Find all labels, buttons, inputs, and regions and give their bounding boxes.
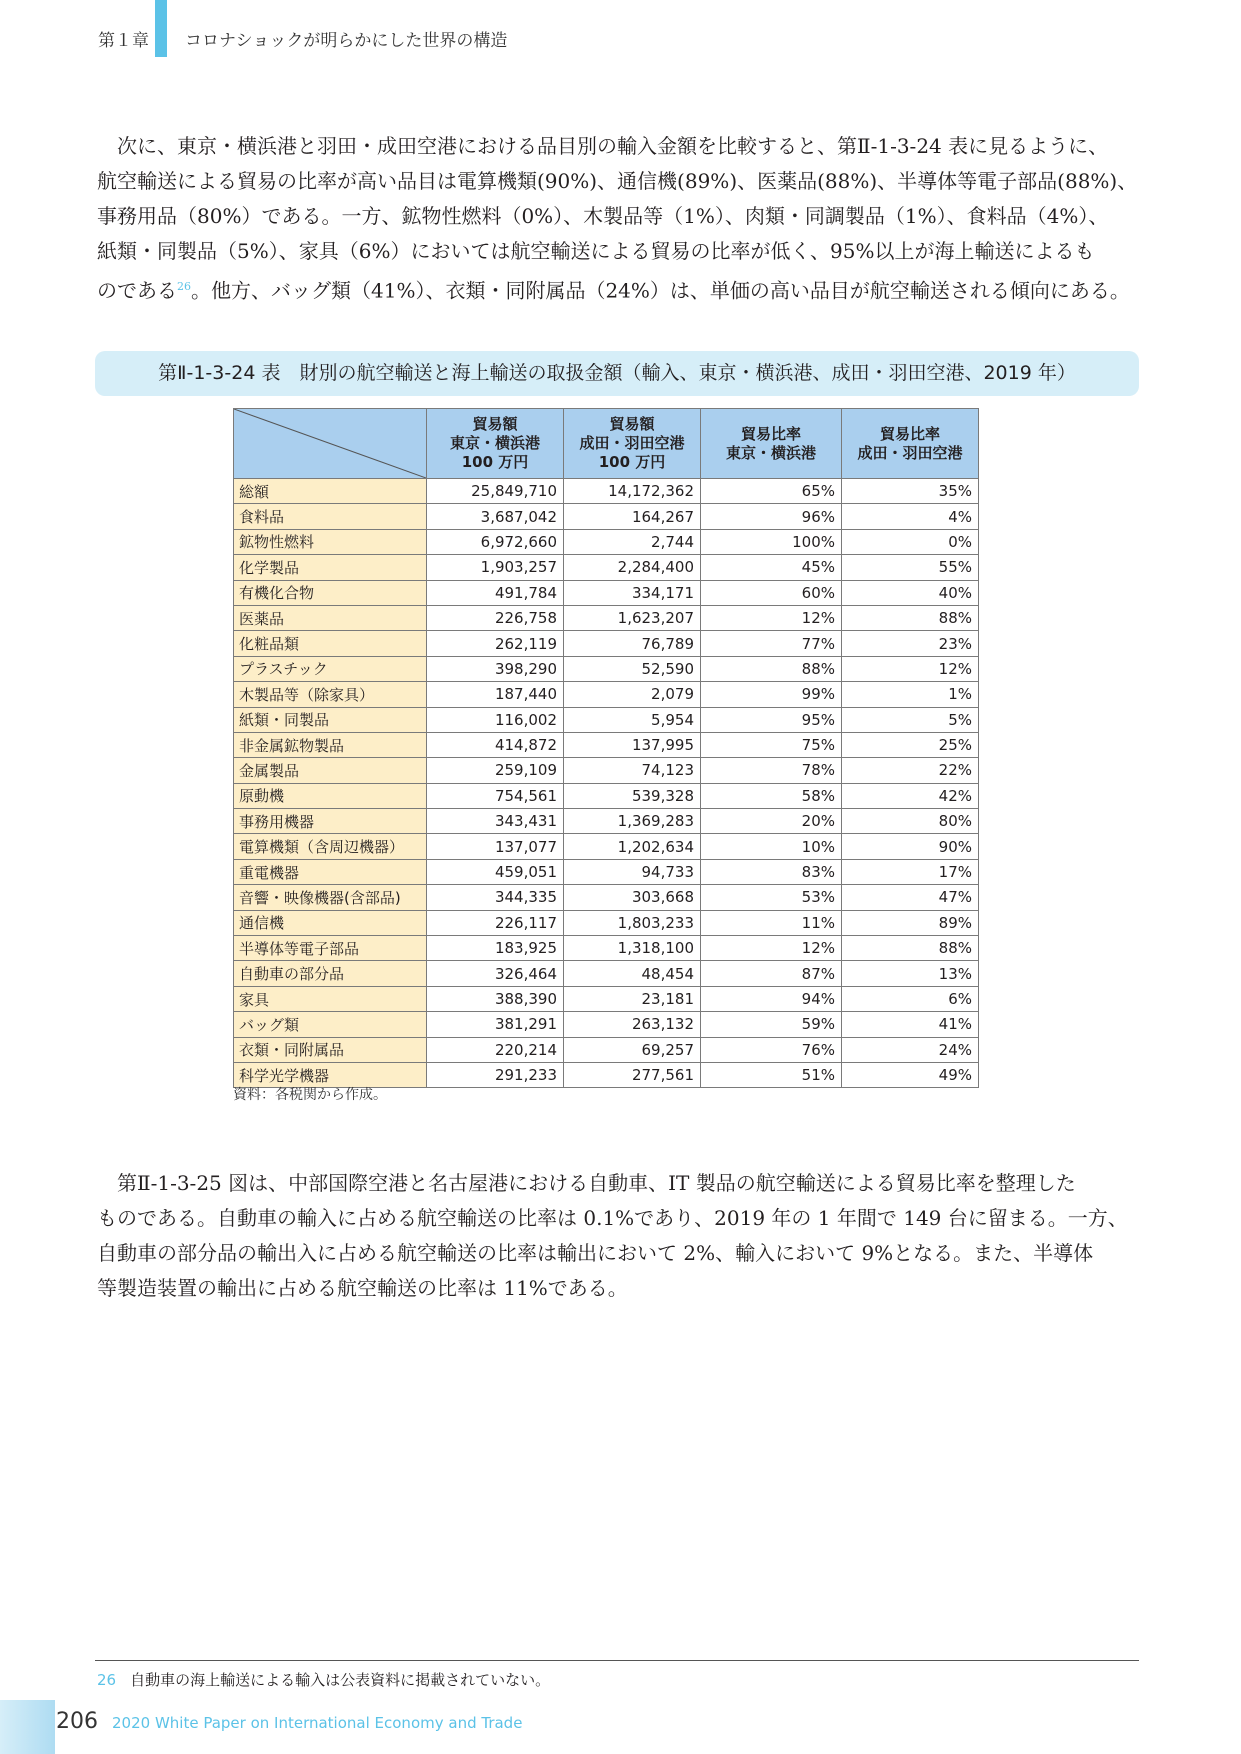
table-row <box>234 1037 979 1062</box>
tokyo-yokohama-ratio-cell: 59% <box>701 1012 842 1037</box>
narita-haneda-ratio-cell: 90% <box>842 834 979 859</box>
table-row <box>234 656 979 681</box>
row-label-cell: 木製品等（除家具） <box>234 682 427 707</box>
table-row <box>234 631 979 656</box>
row-label-cell: 化学製品 <box>234 555 427 580</box>
header-line: 貿易比率 <box>740 424 801 443</box>
tokyo-yokohama-amount-cell: 491,784 <box>427 580 564 605</box>
table-caption: 第Ⅱ-1-3-24 表 財別の航空輸送と海上輸送の取扱金額（輸入、東京・横浜港、成田・羽田空港、2019 年） <box>158 362 1076 384</box>
tokyo-yokohama-amount-cell: 6,972,660 <box>427 529 564 554</box>
row-label-cell: プラスチック <box>234 656 427 681</box>
table-body <box>234 479 979 1088</box>
tokyo-yokohama-amount-cell: 116,002 <box>427 707 564 732</box>
header-line: 貿易額 <box>472 415 518 433</box>
narita-haneda-amount-cell: 48,454 <box>564 961 701 986</box>
tokyo-yokohama-ratio-cell: 88% <box>701 656 842 681</box>
narita-haneda-amount-cell: 2,744 <box>564 529 701 554</box>
narita-haneda-amount-cell: 334,171 <box>564 580 701 605</box>
tokyo-yokohama-ratio-cell: 12% <box>701 936 842 961</box>
table-row <box>234 732 979 757</box>
narita-haneda-amount-cell: 52,590 <box>564 656 701 681</box>
table-source: 資料：各税関から作成。 <box>233 1087 387 1103</box>
narita-haneda-amount-cell: 69,257 <box>564 1037 701 1062</box>
narita-haneda-ratio-cell: 80% <box>842 809 979 834</box>
table-caption-box <box>95 351 1139 396</box>
chapter-title: コロナショックが明らかにした世界の構造 <box>185 31 508 51</box>
narita-haneda-amount-cell: 5,954 <box>564 707 701 732</box>
tokyo-yokohama-amount-cell: 754,561 <box>427 783 564 808</box>
tokyo-yokohama-ratio-cell: 100% <box>701 529 842 554</box>
row-label-cell: 半導体等電子部品 <box>234 936 427 961</box>
tokyo-yokohama-amount-cell: 398,290 <box>427 656 564 681</box>
paragraph-text: のである <box>97 278 177 303</box>
tokyo-yokohama-ratio-cell: 51% <box>701 1062 842 1087</box>
tokyo-yokohama-ratio-cell: 65% <box>701 479 842 504</box>
narita-haneda-amount-cell: 2,284,400 <box>564 555 701 580</box>
tokyo-yokohama-ratio-cell: 78% <box>701 758 842 783</box>
narita-haneda-amount-cell: 539,328 <box>564 783 701 808</box>
header-line: 100 万円 <box>598 453 666 471</box>
header-line: 貿易額 <box>609 415 655 433</box>
footnote-text: 自動車の海上輸送による輸入は公表資料に掲載されていない。 <box>130 1671 551 1689</box>
table-row <box>234 986 979 1011</box>
tokyo-yokohama-ratio-cell: 10% <box>701 834 842 859</box>
narita-haneda-ratio-cell: 35% <box>842 479 979 504</box>
narita-haneda-ratio-cell: 5% <box>842 707 979 732</box>
row-label-cell: 化粧品類 <box>234 631 427 656</box>
paragraph-line: 航空輸送による貿易の比率が高い品目は電算機類(90%)、通信機(89%)、医薬品(88%)、半導体等電子部品(88%)、 <box>97 169 1138 193</box>
tokyo-yokohama-amount-cell: 343,431 <box>427 809 564 834</box>
tokyo-yokohama-ratio-cell: 99% <box>701 682 842 707</box>
narita-haneda-amount-cell: 1,202,634 <box>564 834 701 859</box>
paragraph-line: 等製造装置の輸出に占める航空輸送の比率は 11%である。 <box>97 1276 628 1300</box>
page-number: 206 <box>56 1709 98 1734</box>
row-label-cell: 医薬品 <box>234 605 427 630</box>
header-corner-cell <box>234 409 427 479</box>
tokyo-yokohama-ratio-cell: 94% <box>701 986 842 1011</box>
narita-haneda-amount-cell: 74,123 <box>564 758 701 783</box>
narita-haneda-amount-cell: 1,369,283 <box>564 809 701 834</box>
paragraph-line: 事務用品（80%）である。一方、鉱物性燃料（0%）、木製品等（1%）、肉類・同調製品（1%）、食料品（4%）、 <box>97 204 1109 228</box>
header-line: 成田・羽田空港 <box>579 434 685 452</box>
table-row <box>234 885 979 910</box>
footnote <box>97 1669 550 1690</box>
narita-haneda-ratio-cell: 42% <box>842 783 979 808</box>
narita-haneda-ratio-cell: 4% <box>842 504 979 529</box>
tokyo-yokohama-ratio-cell: 96% <box>701 504 842 529</box>
table-row <box>234 834 979 859</box>
header-narita-haneda-amount <box>564 409 701 479</box>
table-row <box>234 910 979 935</box>
header-tokyo-yokohama-amount <box>427 409 564 479</box>
table-row <box>234 936 979 961</box>
narita-haneda-amount-cell: 14,172,362 <box>564 479 701 504</box>
narita-haneda-ratio-cell: 40% <box>842 580 979 605</box>
header-line: 貿易比率 <box>879 424 940 443</box>
paragraph-text: 。他方、バッグ類（41%）、衣類・同附属品（24%）は、単価の高い品目が航空輸送される傾向にある。 <box>191 278 1130 303</box>
table-row <box>234 758 979 783</box>
tokyo-yokohama-amount-cell: 220,214 <box>427 1037 564 1062</box>
narita-haneda-ratio-cell: 13% <box>842 961 979 986</box>
row-label-cell: 電算機類（含周辺機器） <box>234 834 427 859</box>
row-label-cell: 自動車の部分品 <box>234 961 427 986</box>
narita-haneda-ratio-cell: 12% <box>842 656 979 681</box>
tokyo-yokohama-ratio-cell: 83% <box>701 859 842 884</box>
row-label-cell: 重電機器 <box>234 859 427 884</box>
narita-haneda-amount-cell: 94,733 <box>564 859 701 884</box>
narita-haneda-amount-cell: 1,623,207 <box>564 605 701 630</box>
narita-haneda-amount-cell: 1,803,233 <box>564 910 701 935</box>
table-row <box>234 961 979 986</box>
paragraph-line: 自動車の部分品の輸出入に占める航空輸送の比率は輸出において 2%、輸入において 9%となる。また、半導体 <box>97 1241 1094 1265</box>
row-label-cell: 食料品 <box>234 504 427 529</box>
table-row <box>234 555 979 580</box>
narita-haneda-ratio-cell: 41% <box>842 1012 979 1037</box>
tokyo-yokohama-amount-cell: 344,335 <box>427 885 564 910</box>
tokyo-yokohama-amount-cell: 259,109 <box>427 758 564 783</box>
tokyo-yokohama-amount-cell: 137,077 <box>427 834 564 859</box>
table-row <box>234 529 979 554</box>
paragraph-line: 第Ⅱ-1-3-25 図は、中部国際空港と名古屋港における自動車、IT 製品の航空輸送による貿易比率を整理した <box>117 1171 1076 1195</box>
narita-haneda-ratio-cell: 22% <box>842 758 979 783</box>
page-number-band <box>0 1700 55 1754</box>
narita-haneda-amount-cell: 303,668 <box>564 885 701 910</box>
table-row <box>234 1012 979 1037</box>
body-paragraph-1 <box>97 129 1142 309</box>
page-header <box>0 0 1241 80</box>
narita-haneda-ratio-cell: 1% <box>842 682 979 707</box>
narita-haneda-amount-cell: 263,132 <box>564 1012 701 1037</box>
row-label-cell: 総額 <box>234 479 427 504</box>
tokyo-yokohama-amount-cell: 388,390 <box>427 986 564 1011</box>
header-accent-bar <box>155 0 167 57</box>
narita-haneda-ratio-cell: 88% <box>842 605 979 630</box>
narita-haneda-amount-cell: 23,181 <box>564 986 701 1011</box>
trade-table <box>233 408 979 1088</box>
tokyo-yokohama-ratio-cell: 45% <box>701 555 842 580</box>
table-row <box>234 809 979 834</box>
paragraph-line: 紙類・同製品（5%）、家具（6%）においては航空輸送による貿易の比率が低く、95%以上が海上輸送によるも <box>97 239 1095 263</box>
tokyo-yokohama-ratio-cell: 60% <box>701 580 842 605</box>
row-label-cell: 科学光学機器 <box>234 1062 427 1087</box>
narita-haneda-ratio-cell: 47% <box>842 885 979 910</box>
header-tokyo-yokohama-ratio <box>701 409 842 479</box>
diagonal-line <box>234 409 426 478</box>
tokyo-yokohama-ratio-cell: 75% <box>701 732 842 757</box>
tokyo-yokohama-ratio-cell: 77% <box>701 631 842 656</box>
row-label-cell: 通信機 <box>234 910 427 935</box>
book-title: 2020 White Paper on International Economy and Trade <box>112 1714 523 1732</box>
narita-haneda-ratio-cell: 55% <box>842 555 979 580</box>
narita-haneda-ratio-cell: 17% <box>842 859 979 884</box>
tokyo-yokohama-amount-cell: 326,464 <box>427 961 564 986</box>
footnote-reference[interactable]: 26 <box>177 280 191 293</box>
body-paragraph-2 <box>97 1166 1142 1306</box>
paragraph-line <box>97 269 1142 309</box>
narita-haneda-ratio-cell: 49% <box>842 1062 979 1087</box>
tokyo-yokohama-amount-cell: 1,903,257 <box>427 555 564 580</box>
tokyo-yokohama-amount-cell: 226,758 <box>427 605 564 630</box>
tokyo-yokohama-amount-cell: 183,925 <box>427 936 564 961</box>
tokyo-yokohama-ratio-cell: 20% <box>701 809 842 834</box>
tokyo-yokohama-amount-cell: 25,849,710 <box>427 479 564 504</box>
row-label-cell: 衣類・同附属品 <box>234 1037 427 1062</box>
tokyo-yokohama-amount-cell: 381,291 <box>427 1012 564 1037</box>
narita-haneda-ratio-cell: 23% <box>842 631 979 656</box>
footnote-number: 26 <box>97 1671 117 1689</box>
tokyo-yokohama-ratio-cell: 53% <box>701 885 842 910</box>
row-label-cell: 事務用機器 <box>234 809 427 834</box>
tokyo-yokohama-ratio-cell: 12% <box>701 605 842 630</box>
tokyo-yokohama-ratio-cell: 11% <box>701 910 842 935</box>
narita-haneda-ratio-cell: 0% <box>842 529 979 554</box>
row-label-cell: 紙類・同製品 <box>234 707 427 732</box>
row-label-cell: 金属製品 <box>234 758 427 783</box>
tokyo-yokohama-amount-cell: 3,687,042 <box>427 504 564 529</box>
narita-haneda-ratio-cell: 25% <box>842 732 979 757</box>
tokyo-yokohama-ratio-cell: 95% <box>701 707 842 732</box>
table-row <box>234 783 979 808</box>
table-row <box>234 682 979 707</box>
tokyo-yokohama-amount-cell: 226,117 <box>427 910 564 935</box>
narita-haneda-ratio-cell: 89% <box>842 910 979 935</box>
narita-haneda-ratio-cell: 88% <box>842 936 979 961</box>
row-label-cell: バッグ類 <box>234 1012 427 1037</box>
table-row <box>234 707 979 732</box>
tokyo-yokohama-ratio-cell: 87% <box>701 961 842 986</box>
chapter-label: 第１章 <box>98 31 149 51</box>
table-header-row <box>234 409 979 479</box>
header-line: 100 万円 <box>461 453 529 471</box>
narita-haneda-amount-cell: 277,561 <box>564 1062 701 1087</box>
row-label-cell: 家具 <box>234 986 427 1011</box>
tokyo-yokohama-amount-cell: 291,233 <box>427 1062 564 1087</box>
table-row <box>234 504 979 529</box>
row-label-cell: 原動機 <box>234 783 427 808</box>
footnote-divider <box>95 1660 1139 1661</box>
row-label-cell: 音響・映像機器(含部品) <box>234 885 427 910</box>
narita-haneda-ratio-cell: 24% <box>842 1037 979 1062</box>
table-row <box>234 479 979 504</box>
header-line: 成田・羽田空港 <box>857 443 963 462</box>
narita-haneda-amount-cell: 1,318,100 <box>564 936 701 961</box>
row-label-cell: 有機化合物 <box>234 580 427 605</box>
narita-haneda-amount-cell: 164,267 <box>564 504 701 529</box>
tokyo-yokohama-amount-cell: 414,872 <box>427 732 564 757</box>
narita-haneda-amount-cell: 76,789 <box>564 631 701 656</box>
table-row <box>234 605 979 630</box>
header-line: 東京・横浜港 <box>449 434 540 452</box>
header-narita-haneda-ratio <box>842 409 979 479</box>
narita-haneda-amount-cell: 137,995 <box>564 732 701 757</box>
narita-haneda-amount-cell: 2,079 <box>564 682 701 707</box>
row-label-cell: 鉱物性燃料 <box>234 529 427 554</box>
table-row <box>234 580 979 605</box>
paragraph-line: ものである。自動車の輸入に占める航空輸送の比率は 0.1%であり、2019 年の 1 年間で 149 台に留まる。一方、 <box>97 1206 1128 1230</box>
tokyo-yokohama-ratio-cell: 58% <box>701 783 842 808</box>
table-row <box>234 859 979 884</box>
paragraph-line: 次に、東京・横浜港と羽田・成田空港における品目別の輸入金額を比較すると、第Ⅱ-1-3-24 表に見るように、 <box>117 134 1109 158</box>
tokyo-yokohama-amount-cell: 262,119 <box>427 631 564 656</box>
tokyo-yokohama-amount-cell: 187,440 <box>427 682 564 707</box>
row-label-cell: 非金属鉱物製品 <box>234 732 427 757</box>
narita-haneda-ratio-cell: 6% <box>842 986 979 1011</box>
tokyo-yokohama-ratio-cell: 76% <box>701 1037 842 1062</box>
header-line: 東京・横浜港 <box>725 443 816 462</box>
tokyo-yokohama-amount-cell: 459,051 <box>427 859 564 884</box>
